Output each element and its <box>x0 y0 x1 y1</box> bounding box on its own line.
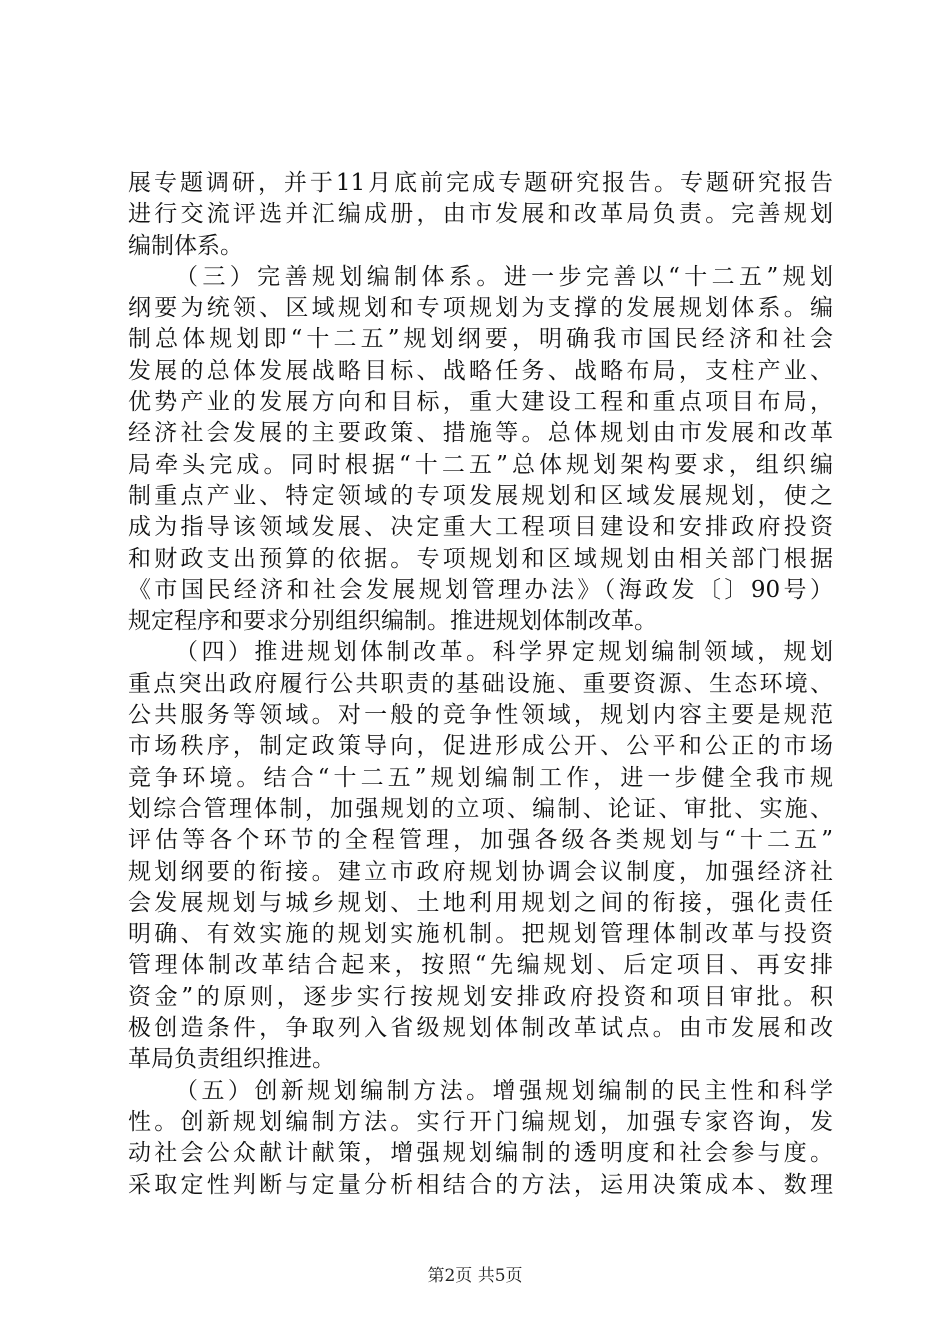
text-line: 革局负责组织推进。 <box>128 1046 335 1073</box>
text-line: 划综合管理体制，加强规划的立项、编制、论证、审批、实施、 <box>128 795 833 822</box>
text-line: 竞争环境。结合“十二五”规划编制工作，进一步健全我市规 <box>128 764 833 791</box>
text-line: 制总体规划即“十二五”规划纲要，明确我市国民经济和社会 <box>128 326 833 353</box>
text-line: 《市国民经济和社会发展规划管理办法》（海政发〔〕90号） <box>128 576 833 603</box>
paragraph-heading-5: （五）创新规划编制方法。增强规划编制的民主性和科学 <box>175 1077 833 1104</box>
text-line: 性。创新规划编制方法。实行开门编规划，加强专家咨询，发 <box>128 1108 833 1135</box>
text-line: 和财政支出预算的依据。专项规划和区域规划由相关部门根据 <box>128 545 833 572</box>
paragraph-heading-3: （三）完善规划编制体系。进一步完善以“十二五”规划 <box>175 263 833 290</box>
text-line: 公共服务等领域。对一般的竞争性领域，规划内容主要是规范 <box>128 702 833 729</box>
text-line: 制重点产业、特定领域的专项发展规划和区域发展规划，使之 <box>128 482 833 509</box>
text-line: 资金”的原则，逐步实行按规划安排政府投资和项目审批。积 <box>128 983 833 1010</box>
text-line: 进行交流评选并汇编成册，由市发展和改革局负责。完善规划 <box>128 201 833 228</box>
text-line: 优势产业的发展方向和目标，重大建设工程和重点项目布局， <box>128 389 833 416</box>
text-line: 重点突出政府履行公共职责的基础设施、重要资源、生态环境、 <box>128 670 833 697</box>
text-line: 极创造条件，争取列入省级规划体制改革试点。由市发展和改 <box>128 1015 833 1042</box>
page-number-footer: 第2页 共5页 <box>427 1266 523 1286</box>
text-line: 动社会公众献计献策，增强规划编制的透明度和社会参与度。 <box>128 1140 833 1167</box>
text-line: 发展的总体发展战略目标、战略任务、战略布局，支柱产业、 <box>128 357 833 384</box>
text-line: 评估等各个环节的全程管理，加强各级各类规划与“十二五” <box>128 827 833 854</box>
paragraph-heading-4: （四）推进规划体制改革。科学界定规划编制领域，规划 <box>175 639 833 666</box>
text-line: 市场秩序，制定政策导向，促进形成公开、公平和公正的市场 <box>128 733 833 760</box>
text-line: 明确、有效实施的规划实施机制。把规划管理体制改革与投资 <box>128 921 833 948</box>
text-line: 成为指导该领域发展、决定重大工程项目建设和安排政府投资 <box>128 514 833 541</box>
text-line: 规划纲要的衔接。建立市政府规划协调会议制度，加强经济社 <box>128 858 833 885</box>
text-line: 纲要为统领、区域规划和专项规划为支撑的发展规划体系。编 <box>128 295 833 322</box>
text-line: 管理体制改革结合起来，按照“先编规划、后定项目、再安排 <box>128 952 833 979</box>
body-text <box>128 168 833 1201</box>
text-line: 展专题调研，并于11月底前完成专题研究报告。专题研究报告 <box>128 170 833 196</box>
text-line: 采取定性判断与定量分析相结合的方法，运用决策成本、数理 <box>128 1171 833 1198</box>
text-line: 编制体系。 <box>128 232 243 259</box>
text-line: 规定程序和要求分别组织编制。推进规划体制改革。 <box>128 608 657 635</box>
text-line: 会发展规划与城乡规划、土地利用规划之间的衔接，强化责任 <box>128 889 833 916</box>
text-line: 局牵头完成。同时根据“十二五”总体规划架构要求，组织编 <box>128 451 833 478</box>
text-line: 经济社会发展的主要政策、措施等。总体规划由市发展和改革 <box>128 420 833 447</box>
